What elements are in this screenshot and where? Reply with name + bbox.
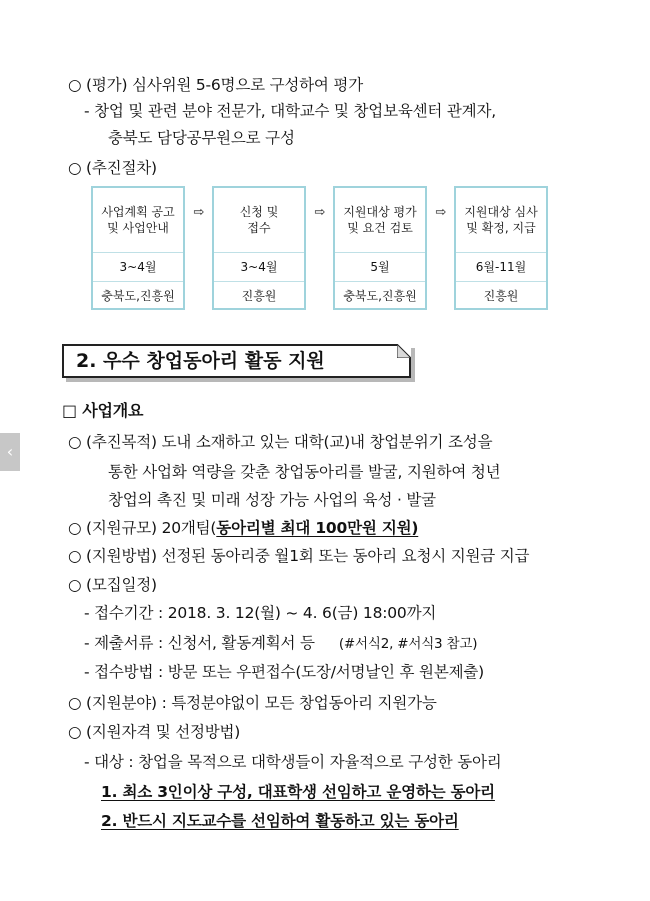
method-line: ○ (지원방법) 선정된 동아리중 월1회 또는 동아리 요청시 지원금 지급 bbox=[68, 547, 530, 565]
step-period: 5월 bbox=[335, 253, 425, 282]
eval-detail-line-2: 충북도 담당공무원으로 구성 bbox=[108, 129, 295, 147]
step-period: 6월-11월 bbox=[456, 253, 546, 282]
schedule-docs-note: (#서식2, #서식3 참고) bbox=[338, 636, 478, 652]
qualification-target: - 대상 : 창업을 목적으로 대학생들이 자율적으로 구성한 동아리 bbox=[84, 753, 502, 771]
schedule-title: ○ (모집일정) bbox=[68, 576, 157, 594]
procedure-step-2 bbox=[212, 186, 306, 310]
overview-heading: □ 사업개요 bbox=[62, 401, 144, 420]
scale-highlight: 동아리별 최대 100만원 지원) bbox=[216, 519, 419, 537]
procedure-step-4 bbox=[454, 186, 548, 310]
step-period: 3~4월 bbox=[93, 253, 183, 282]
procedure-step-3 bbox=[333, 186, 427, 310]
purpose-line-1: ○ (추진목적) 도내 소재하고 있는 대학(교)내 창업분위기 조성을 bbox=[68, 433, 493, 451]
step-label: 사업계획 공고 및 사업안내 bbox=[93, 188, 183, 253]
schedule-docs-text: - 제출서류 : 신청서, 활동계획서 등 bbox=[84, 634, 315, 652]
step-org: 진흥원 bbox=[483, 289, 519, 303]
step-label: 신청 및 접수 bbox=[214, 188, 304, 253]
step-period: 3~4월 bbox=[214, 253, 304, 282]
schedule-method: - 접수방법 : 방문 또는 우편접수(도장/서명날인 후 원본제출) bbox=[84, 663, 485, 681]
step-org: 진흥원 bbox=[241, 289, 277, 303]
step-org: 충북도,진흥원 bbox=[101, 289, 175, 303]
qualification-title: ○ (지원자격 및 선정방법) bbox=[68, 723, 241, 741]
schedule-period: - 접수기간 : 2018. 3. 12(월) ~ 4. 6(금) 18:00까지 bbox=[84, 604, 437, 622]
scale-line bbox=[68, 518, 418, 538]
schedule-docs bbox=[84, 633, 477, 654]
field-line: ○ (지원분야) : 특정분야없이 모든 창업동아리 지원가능 bbox=[68, 694, 437, 712]
page-fold-icon bbox=[397, 344, 411, 358]
step-label: 지원대상 평가 및 요건 검토 bbox=[335, 188, 425, 253]
step-org: 충북도,진흥원 bbox=[343, 289, 417, 303]
section-title bbox=[62, 344, 411, 378]
side-collapse-button[interactable]: ‹ bbox=[0, 433, 20, 471]
step-label: 지원대상 심사 및 확정, 지급 bbox=[456, 188, 546, 253]
procedure-title: ○ (추진절차) bbox=[68, 159, 157, 177]
arrow-icon: ⇨ bbox=[193, 205, 205, 220]
procedure-step-1 bbox=[91, 186, 185, 310]
qualification-item-1: 1. 최소 3인이상 구성, 대표학생 선임하고 운영하는 동아리 bbox=[101, 783, 495, 801]
purpose-line-2: 통한 사업화 역량을 갖춘 창업동아리를 발굴, 지원하여 청년 bbox=[108, 463, 501, 481]
eval-line: ○ (평가) 심사위원 5-6명으로 구성하여 평가 bbox=[68, 76, 363, 94]
section-title-text: 2. 우수 창업동아리 활동 지원 bbox=[76, 350, 325, 372]
qualification-item-2: 2. 반드시 지도교수를 선임하여 활동하고 있는 동아리 bbox=[101, 812, 459, 830]
scale-prefix: ○ (지원규모) 20개팀( bbox=[68, 519, 217, 537]
arrow-icon: ⇨ bbox=[435, 205, 447, 220]
purpose-line-3: 창업의 촉진 및 미래 성장 가능 사업의 육성 · 발굴 bbox=[108, 491, 436, 509]
eval-detail-line: - 창업 및 관련 분야 전문가, 대학교수 및 창업보육센터 관계자, bbox=[84, 102, 496, 120]
arrow-icon: ⇨ bbox=[314, 205, 326, 220]
